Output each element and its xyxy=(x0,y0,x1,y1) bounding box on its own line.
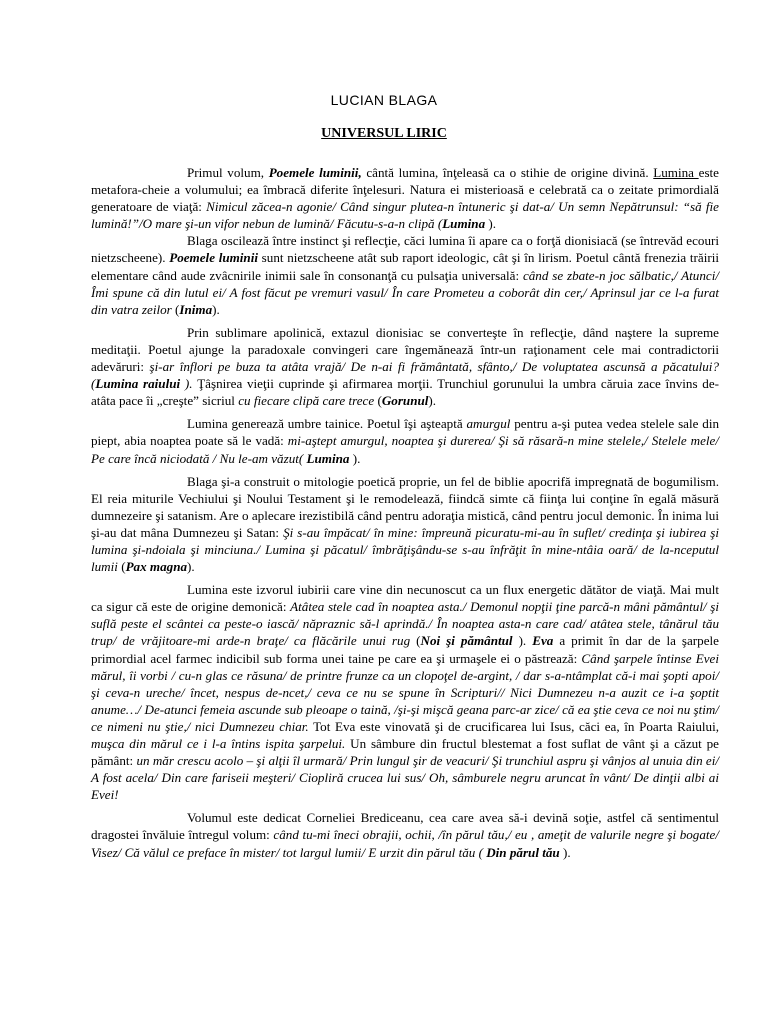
text: ). xyxy=(349,450,361,466)
quote: ). xyxy=(180,376,193,392)
text: ). xyxy=(485,216,497,232)
key-term: Eva xyxy=(532,633,554,649)
text: Lumina generează umbre tainice. Poetul îşi aşteaptă xyxy=(187,416,467,432)
quote: Şi s-au împăcat/ în mine: împreună picuratu-mi-au în suflet/ credinţa şi iubirea şi lumina şi-ndoiala şi minciuna./ Lumina şi păcatul/ îmbrăţişându-se s-au înfrăţit în mine-ntâia oară/ de la-nceputul lumii xyxy=(91,524,719,575)
book-title: Poemele luminii, xyxy=(268,165,362,180)
text: ). xyxy=(187,559,195,575)
poem-title: Din părul tău xyxy=(482,844,560,860)
paragraph-4 xyxy=(91,415,719,466)
text: Blaga oscilează între instinct şi reflecţie, căci lumina îi apare ca o forţă dionisiacă (se întrevăd ecouri nietzscheene). xyxy=(91,233,719,266)
text: sunt nietzscheene atât sub raport ideologic, cât şi în lirism. Poetul cântă frenezia trăirii elementare când aude zvâcnirile inimii sale în consonanţă cu pulsaţia universală: xyxy=(91,250,719,283)
quote: Nimicul zăcea-n agonie/ Când singur plutea-n întuneric şi dat-a/ Un semn Nepătrunsul: “să fie lumină!”/O mare şi-un vifor nebun de lumină/ Făcutu-s-a-n clipă ( xyxy=(91,199,719,232)
key-term: Lumina xyxy=(653,165,699,180)
quote: şi-ar înflori pe buza ta atâta vrajă/ De n-ai fi frământată, sfânto,/ De voluptatea ascunsă a păcatului? ( xyxy=(91,359,719,392)
document-body xyxy=(91,164,719,861)
text: Primul volum, xyxy=(187,165,269,180)
text: a primit în dar de la şarpele primordial acel farmec indicibil sub forma unei taine pe care ea şi urmaşele ei o păstrează: xyxy=(91,633,719,666)
text: Lumina este izvorul iubirii care vine din necunoscut ca un flux energetic dătător de viaţă. Mai mult ca sigur că este de origine demonică: xyxy=(91,582,719,615)
paragraph-5 xyxy=(91,473,719,576)
paragraph-2 xyxy=(91,232,719,317)
quote: Atâtea stele cad în noaptea asta./ Demonul nopţii ţine parcă-n mâni pământul/ şi suflă peste el scântei ca peste-o iască/ năpraznic să-l aprindă./ În noaptea asta-n care cad/ atâtea stele, tânărul tău trup/ de vrăjitoare-mi arde-n braţe/ ca flăcările unui rug xyxy=(91,599,719,649)
text: pentru a-şi putea vedea stelele sale din piept, abia noaptea poate să le vadă: xyxy=(91,416,719,449)
poem-title: Lumina raiului xyxy=(95,376,181,392)
text: Ţâşnirea vieţii cuprinde şi afirmarea morţii. Trunchiul gorunului la umbra căruia zace învins de-atâta pace îi „creşte” sicriul xyxy=(91,376,719,409)
text: ). xyxy=(212,301,220,317)
poem-title: Pax magna xyxy=(125,559,188,575)
poem-title: Lumina xyxy=(442,216,486,232)
text: ). xyxy=(428,393,437,409)
text: Volumul este dedicat Corneliei Brediceanu, cea care avea să-i devină soţie, astfel că sentimentul dragostei învăluie întregul volum: xyxy=(91,810,719,843)
quote: amurgul xyxy=(466,416,511,432)
text: ( xyxy=(171,301,180,317)
text: Blaga şi-a construit o mitologie poetică proprie, un fel de biblie apocrifă impregnată de bogumilism. El reia miturile Vechiului şi Noului Testament şi le remodelează, fiindcă simte că fiinţa lui conţine în egală măsură dumnezeire şi satanism. Are o aplecare irezistibilă când pentru adoraţia mistică, când pentru jocul demonic. În inima lui şi-au dat mâna Dumnezeu şi Satan: xyxy=(91,473,719,540)
quote: Când şarpele întinse Evei mărul, îi vorbi / cu-n glas ce răsuna/ de printre frunze ca un clopoţel de-argint, / dar s-a-ntâmplat că-i mai şopti apoi/ şi ceva-n ureche/ încet, nespus de-ncet,/ ceva ce nu se spune în Scripturi// Nici Dumnezeu n-a auzit ce i-a şoptit anume…/ De-atunci femeia ascunde sub pleoape o taină, /şi-şi mişcă geana parc-ar zice/ că ea ştie ceva ce noi nu ştim/ ce nimeni nu ştie,/ nici Dumnezeu chiar. xyxy=(91,650,719,734)
poem-title: Gorunul xyxy=(381,393,429,409)
paragraph-3 xyxy=(91,324,719,409)
quote: cu fiecare clipă care trece xyxy=(238,393,375,409)
paragraph-7 xyxy=(91,809,719,860)
author-heading: LUCIAN BLAGA xyxy=(330,92,438,108)
quote: muşca din mărul ce i l-a întins ispita şarpelui. xyxy=(91,736,346,751)
text: ( xyxy=(374,393,382,409)
poem-title: Noi şi pământul xyxy=(420,633,513,649)
poem-title: Inima xyxy=(179,301,213,317)
quote: un măr crescu acolo – şi alţii îl urmară/ Prin lungul şir de veacuri/ Şi trunchiul aspru şi vânjos al unuia din ei/ A fost acela/ Din care fariseii meşteri/ Cioplirǎ crucea lui sus/ Oh, sâmburele negru aruncat în vânt/ De dinţii albi ai Evei! xyxy=(91,753,719,803)
text: ( xyxy=(117,559,126,575)
text: ). xyxy=(559,844,571,860)
text: cântă lumina, înţeleasă ca o stihie de origine divină. xyxy=(361,165,654,180)
text: este metafora-cheie a volumului; ea îmbracă diferite înţelesuri. Natura ei misterioasă e celebrată ca o zeitate primordială generatoare de viaţă: xyxy=(91,165,719,215)
text: Prin sublimare apolinică, extazul dionisiac se converteşte în reflecţie, dând naştere la supreme meditaţii. Poetul ajunge la paradoxale convingeri care îngemănează într-un raţionament cele mai contradictorii adevăruri: xyxy=(91,324,719,375)
text: ( xyxy=(410,633,421,649)
text: ). xyxy=(512,633,533,649)
page-title: UNIVERSUL LIRIC xyxy=(321,126,447,141)
paragraph-6 xyxy=(91,581,719,803)
quote: când tu-mi îneci obrajii, ochii, /în părul tău,/ eu , ameţit de valurile negre şi bogate/ Visez/ Că vălul ce preface în mister/ tot largul lumii/ E urzit din părul tău ( xyxy=(91,827,719,860)
quote: când se zbate-n joc sălbatic,/ Atunci/ Îmi spune că din lutul ei/ A fost făcut pe vremuri vasul/ În care Prometeu a coborât din cer,/ Aprinsul jar ce l-a furat din vatra zeilor xyxy=(91,267,719,317)
text: Un sâmbure din fructul blestemat a fost suflat de vânt şi a căzut pe pământ: xyxy=(91,736,719,769)
paragraph-1 xyxy=(91,164,719,232)
book-title: Poemele luminii xyxy=(169,250,258,266)
poem-title: Lumina xyxy=(303,450,350,466)
text: Tot Eva este vinovată şi de crucificarea lui Isus, căci ea, în Poarta Raiului, xyxy=(308,718,719,734)
quote: mi-aştept amurgul, noaptea şi durerea/ Şi să răsară-n mine stelele,/ Stelele mele/ Pe care încă niciodată / Nu le-am văzut( xyxy=(91,433,719,466)
